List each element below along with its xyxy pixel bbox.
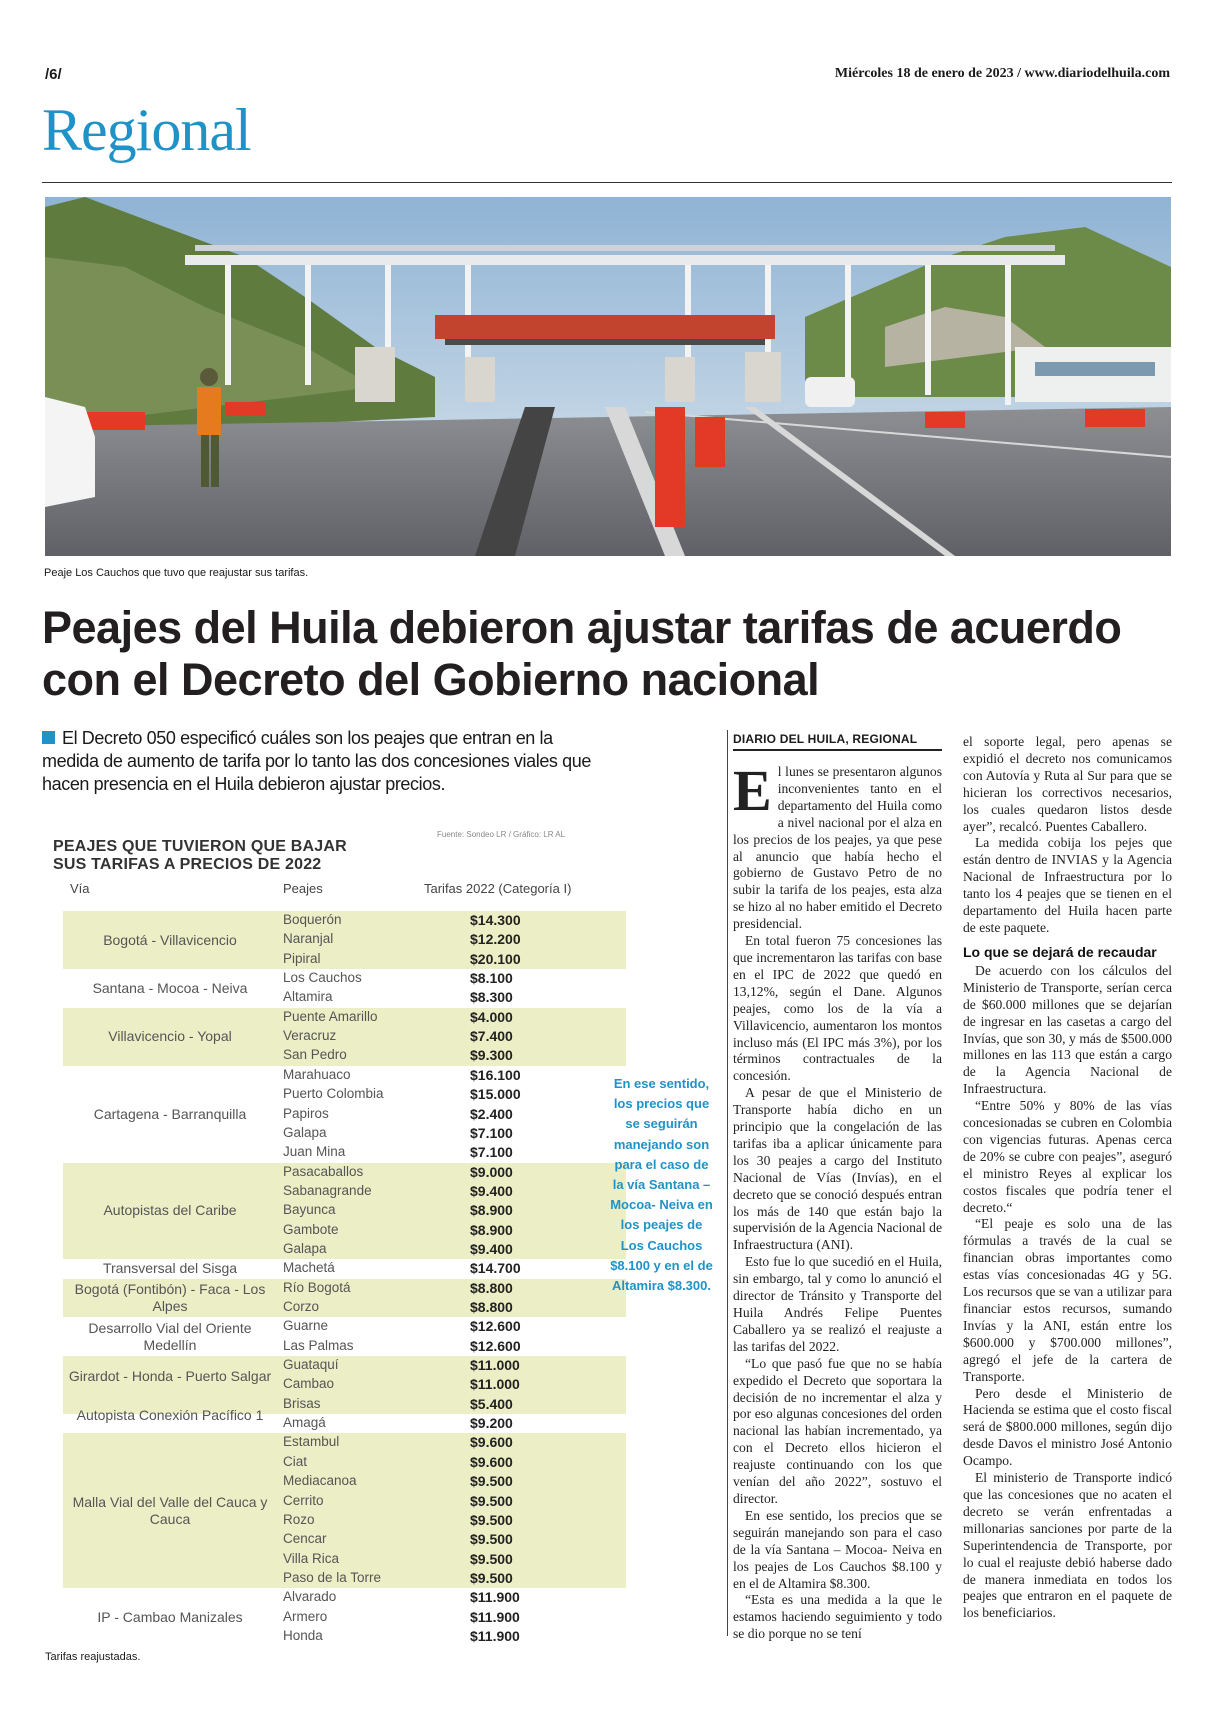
table-tarifa: $11.000 — [470, 1376, 520, 1393]
table-tarifa: $9.200 — [470, 1415, 513, 1432]
table-tarifa: $9.500 — [470, 1569, 513, 1586]
table-peaje: Mediacanoa — [283, 1473, 357, 1489]
table-tarifa: $11.900 — [470, 1627, 520, 1644]
article-paragraph: La medida cobija los pejes que están dentro de INVIAS y la Agencia Nacional de Infraestructura por lo tanto los 4 peajes que se tienen en el departamento del Huila hacen parte de este paquete. — [963, 835, 1172, 935]
table-via: Santana - Mocoa - Neiva — [92, 979, 248, 996]
table-via: Autopistas del Caribe — [103, 1202, 237, 1219]
table-tarifa: $11.000 — [470, 1357, 520, 1374]
header-rule — [42, 182, 1172, 183]
table-tarifa: $7.100 — [470, 1124, 513, 1141]
table-tarifa: $15.000 — [470, 1086, 521, 1103]
article-column-2-bottom — [963, 963, 1172, 1622]
table-tarifa: $14.700 — [470, 1260, 521, 1277]
table-tarifa: $8.900 — [470, 1221, 513, 1238]
table-peaje: Galapa — [283, 1124, 327, 1140]
table-via: Bogotá (Fontibón) - Faca - Los Alpes — [74, 1281, 266, 1314]
article-paragraph: l lunes se presentaron algunos inconvenientes tanto en el departamento del Huila como a nivel nacional por el alza en los precios de los peajes, ya que pese al anuncio que había hecho el gobierno de Gustavo Petro de no subir la tarifa de los peajes, esta alza se hizo al no haber emitido el Decreto presidencial. — [733, 764, 942, 932]
table-tarifa: $9.500 — [470, 1473, 513, 1490]
table-via: IP - Cambao Manizales — [97, 1608, 243, 1625]
table-tarifa: $8.100 — [470, 970, 513, 987]
table-tarifa: $8.800 — [470, 1279, 513, 1296]
column-divider — [727, 730, 728, 1636]
table-tarifa: $20.100 — [470, 950, 521, 967]
table-tarifa: $9.500 — [470, 1492, 513, 1509]
table-via: Transversal del Sisga — [102, 1260, 238, 1277]
table-peaje: Cambao — [283, 1376, 335, 1392]
article-column-1 — [733, 758, 942, 1643]
table-peaje: Alvarado — [283, 1589, 337, 1605]
table-tarifa: $12.600 — [470, 1337, 521, 1354]
table-tarifa: $9.600 — [470, 1453, 513, 1470]
table-tarifa: $9.500 — [470, 1550, 513, 1567]
table-peaje: Machetá — [283, 1260, 335, 1276]
table-source: Fuente: Sondeo LR / Gráfico: LR AL — [437, 830, 566, 839]
table-tarifa: $11.900 — [470, 1608, 520, 1625]
table-group-band — [63, 1356, 626, 1414]
article-paragraph: “El peaje es solo una de las fórmulas a través de la cual se financian obras importantes como estas vías concesionadas 4G y 5G. Los recursos que se van a utilizar para financiar estos recursos, sumando Invías y la ANI, están entre los $600.000 y $700.000 millones”, agregó el jefe de la cartera de Transporte. — [963, 1216, 1172, 1384]
section-title: Regional — [42, 97, 251, 163]
dateline: Miércoles 18 de enero de 2023 / www.diariodelhuila.com — [834, 66, 1170, 81]
table-tarifa: $2.400 — [470, 1105, 513, 1122]
article-paragraph: Esto fue lo que sucedió en el Huila, sin embargo, tal y como lo anunció el director de Tránsito y Transporte del Huila Andrés Felipe Puentes Caballero ya se realizó el reajuste a las tarifas del 2022. — [733, 1254, 942, 1354]
page-number: /6/ — [45, 66, 62, 83]
table-peaje: Altamira — [283, 989, 333, 1005]
table-peaje: Puerto Colombia — [283, 1086, 384, 1102]
subheading: Lo que se dejará de recaudar — [963, 943, 1157, 960]
table-peaje: Armero — [283, 1608, 328, 1624]
column-header-tarifas: Tarifas 2022 (Categoría I) — [424, 881, 572, 896]
table-tarifa: $5.400 — [470, 1395, 513, 1412]
article-column-2 — [963, 734, 1172, 1622]
table-peaje: Brisas — [283, 1395, 321, 1411]
table-peaje: Guataquí — [283, 1357, 339, 1373]
table-peaje: Las Palmas — [283, 1337, 354, 1353]
byline-rule — [733, 749, 942, 751]
table-tarifa: $14.300 — [470, 912, 521, 928]
drop-cap: E — [733, 758, 772, 823]
table-via: Autopista Conexión Pacífico 1 — [76, 1406, 264, 1423]
table-peaje: Galapa — [283, 1240, 327, 1256]
article-column-1-body — [733, 758, 942, 1643]
table-peaje: Rozo — [283, 1511, 315, 1527]
article-column-2-top — [963, 734, 1172, 937]
table-via: Malla Vial del Valle del Cauca y Cauca — [72, 1493, 268, 1527]
article-paragraph: De acuerdo con los cálculos del Ministerio de Transporte, serían cerca de $60.000 millones que se dejarían de ingresar en las casetas a cargo del Invías, que son 30, y más de $500.000 millones en las 113 que están a cargo de la Agencia Nacional de Infraestructura. — [963, 962, 1172, 1097]
deck-text: El Decreto 050 especificó cuáles son los peajes que entran en la medida de aumento de tarifa por lo tanto las dos concesiones viales que hacen presencia en el Huila debieron ajustar precios. — [42, 728, 591, 794]
table-tarifa: $11.900 — [470, 1589, 520, 1606]
table-tarifa: $16.100 — [470, 1066, 521, 1083]
article-paragraph: A pesar de que el Ministerio de Transporte había dicho en un principio que la congelación de las tarifas iba a aplicar únicamente para los 30 peajes a cargo del Instituto Nacional de Vías (Invías), en el decreto que se conoció después entran los más de 140 que están bajo la supervisión de la Agencia Nacional de Infraestructura (ANI). — [733, 1085, 942, 1253]
deck — [42, 727, 602, 796]
table-peaje: Bayunca — [283, 1202, 336, 1218]
table-peaje: Naranjal — [283, 931, 334, 947]
toll-table — [45, 830, 590, 1645]
table-tarifa: $8.300 — [470, 989, 513, 1006]
table-tarifa: $9.000 — [470, 1163, 513, 1180]
table-peaje: Villa Rica — [283, 1550, 340, 1566]
column-header-via: Vía — [70, 881, 90, 896]
table-tarifa: $12.200 — [470, 931, 521, 948]
table-tarifa: $4.000 — [470, 1008, 513, 1025]
table-tarifa: $9.500 — [470, 1511, 513, 1528]
article-paragraph: El ministerio de Transporte indicó que las concesiones que no acaten el decreto se verán enfrentadas a millonarias sanciones por parte de la Superintendencia de Transporte, por lo cual el reajuste debió haberse dado de manera inmediata en todos los peajes que entraron en el paquete de los beneficiarios. — [963, 1470, 1172, 1621]
table-title — [53, 838, 347, 874]
table-peaje: San Pedro — [283, 1047, 347, 1063]
table-peaje: Ciat — [283, 1453, 308, 1469]
table-peaje: Corzo — [283, 1299, 320, 1314]
table-peaje: Río Bogotá — [283, 1279, 351, 1295]
table-via: Villavicencio - Yopal — [108, 1028, 232, 1045]
table-via: Desarrollo Vial del Oriente Medellín — [88, 1319, 252, 1353]
table-tarifa: $7.400 — [470, 1028, 513, 1045]
table-tarifa: $8.900 — [470, 1202, 513, 1219]
table-peaje: Cencar — [283, 1531, 327, 1547]
toll-booth-photo — [45, 197, 1171, 556]
blue-square-icon — [42, 731, 55, 744]
table-peaje: Sabanagrande — [283, 1182, 372, 1198]
table-peaje: Pipiral — [283, 950, 321, 966]
table-peaje: Juan Mina — [283, 1144, 346, 1160]
table-tarifa: $7.100 — [470, 1144, 513, 1161]
article-paragraph: Pero desde el Ministerio de Hacienda se estima que el costo fiscal será de $800.000 millones, según dijo desde Davos el ministro José Antonio Ocampo. — [963, 1385, 1172, 1469]
photo-caption: Peaje Los Cauchos que tuvo que reajustar sus tarifas. — [44, 567, 309, 579]
table-peaje: Estambul — [283, 1434, 340, 1450]
table-tarifa: $9.400 — [470, 1240, 513, 1257]
table-peaje: Veracruz — [283, 1028, 337, 1044]
table-peaje: Pasacaballos — [283, 1163, 364, 1179]
table-via: Bogotá - Villavicencio — [103, 931, 237, 948]
table-peaje: Boquerón — [283, 912, 342, 927]
table-tarifa: $8.800 — [470, 1299, 513, 1315]
article-paragraph: En ese sentido, los precios que se seguirán manejando son para el caso de la vía Santana – Mocoa- Neiva en los peajes de Los Cauchos $8.100 y en el de Altamira $8.300. — [733, 1507, 942, 1591]
table-via: Girardot - Honda - Puerto Salgar — [68, 1368, 272, 1385]
article-paragraph: “Lo que pasó fue que no se había expedido el Decreto que soportara la decisión de no incrementar el alza y por eso algunas concesiones del orden nacional las habían incrementado, ya con el Decreto ellos hicieron el reajuste continuando con los que venían del año 2022”, sostuvo el director. — [733, 1355, 942, 1506]
table-via: Cartagena - Barranquilla — [93, 1105, 247, 1122]
table-peaje: Honda — [283, 1627, 323, 1643]
table-peaje: Puente Amarillo — [283, 1008, 378, 1024]
article-paragraph: En total fueron 75 concesiones las que incrementaron las tarifas con base en el IPC de 2022 que quedó en 13,12%, según el Dane. Algunos peajes, como los de la vía a Villavicencio, aumentaron los montos incluso más (El IPC más 3%), por los términos contractuales de la concesión. — [733, 933, 942, 1084]
table-peaje: Amagá — [283, 1415, 326, 1431]
table-title-line1: PEAJES QUE TUVIERON QUE BAJAR — [53, 838, 347, 855]
table-tarifa: $9.500 — [470, 1531, 513, 1548]
column-header-peajes: Peajes — [283, 881, 323, 896]
table-peaje: Marahuaco — [283, 1066, 351, 1082]
article-paragraph: el soporte legal, pero apenas se expidió el decreto nos comunicamos con Autovía y Ruta al Sur para que se hicieran los correctivos necesarios, los cuales quedaron listos desde ayer”, recalcó. Puentes Caballero. — [963, 734, 1172, 834]
headline: Peajes del Huila debieron ajustar tarifas de acuerdo con el Decreto del Gobierno nacional — [42, 602, 1122, 705]
article-paragraph: “Esta es una medida a la que le estamos haciendo seguimiento y todo se dio porque no se tení — [733, 1592, 942, 1642]
table-peaje: Guarne — [283, 1318, 329, 1334]
table-tarifa: $9.400 — [470, 1182, 513, 1199]
table-caption: Tarifas reajustadas. — [45, 1651, 141, 1663]
table-peaje: Gambote — [283, 1221, 339, 1237]
table-title-line2: SUS TARIFAS A PRECIOS DE 2022 — [53, 856, 322, 873]
table-peaje: Papiros — [283, 1105, 329, 1121]
pull-quote: En ese sentido, los precios que se seguirán manejando son para el caso de la vía Santana – Mocoa- Neiva en los peajes de Los Cauchos $8.100 y en el de Altamira $8.300. — [610, 1076, 713, 1294]
byline: DIARIO DEL HUILA, REGIONAL — [733, 732, 918, 746]
table-peaje: Los Cauchos — [283, 970, 362, 986]
table-peaje: Cerrito — [283, 1492, 324, 1508]
article-paragraph: “Entre 50% y 80% de las vías concesionadas se cubren en Colombia con vigencias futuras. Apenas cerca de 20% se cubre con peajes”, aseguró el ministro Reyes al explicar los costos fiscales que podría tener el decreto.“ — [963, 1098, 1172, 1215]
toll-plaza-illustration — [45, 197, 1171, 556]
table-tarifa: $9.300 — [470, 1047, 513, 1064]
table-peaje: Paso de la Torre — [283, 1569, 382, 1585]
table-tarifa: $9.600 — [470, 1434, 513, 1451]
table-tarifa: $12.600 — [470, 1318, 521, 1335]
